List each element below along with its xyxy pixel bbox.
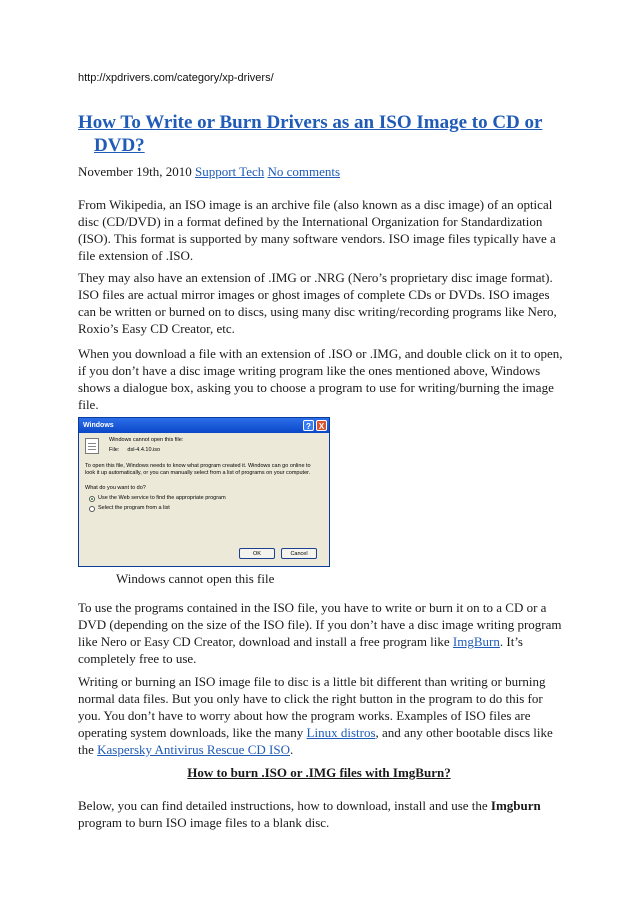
paragraph-5-text-end: . bbox=[289, 742, 294, 757]
dialog-file-row bbox=[109, 447, 323, 454]
comments-link[interactable]: No comments bbox=[267, 164, 341, 179]
dialog-question: What do you want to do? bbox=[85, 485, 146, 491]
title-line-2[interactable]: DVD? bbox=[94, 135, 145, 156]
imgburn-bold: Imgburn bbox=[490, 798, 541, 813]
radio-selected-icon bbox=[89, 496, 95, 502]
article-title[interactable] bbox=[78, 111, 578, 157]
paragraph-4-text: To use the programs contained in the ISO file, you have to write or burn it on to a CD or a DVD (depending on the size of the ISO file). If you don’t have a disc image writing program like Nero or Easy CD Creator, download and install a free program like bbox=[78, 600, 562, 649]
paragraph-3: When you download a file with an extension of .ISO or .IMG, and double click on it to open, if you don’t have a disc image writing program like the ones mentioned above, Windows shows a dialogue box, asking you to choose a program to use for writing/burning the image file. bbox=[78, 346, 563, 412]
option-web-service bbox=[89, 495, 323, 502]
image-caption: Windows cannot open this file bbox=[116, 571, 275, 586]
file-label: File: bbox=[109, 447, 120, 453]
paragraph-6-text: Below, you can find detailed instructions, how to download, install and use the bbox=[78, 798, 491, 813]
paragraph-2: They may also have an extension of .IMG or .NRG (Nero’s proprietary disc image format). ISO files are actual mirror images or ghost images of complete CDs or DVDs. ISO images can be written or burned on to discs, using many disc writing/recording programs like Nero, Roxio’s Easy CD Creator, etc. bbox=[78, 270, 557, 336]
dialog-heading: Windows cannot open this file: bbox=[109, 437, 184, 443]
linux-distros-link[interactable]: Linux distros bbox=[306, 725, 376, 740]
option-select-list-label: Select the program from a list bbox=[98, 505, 170, 511]
source-url: http://xpdrivers.com/category/xp-drivers/ bbox=[78, 72, 274, 84]
windows-dialog-screenshot bbox=[78, 417, 330, 567]
file-icon bbox=[85, 438, 99, 454]
paragraph-4 bbox=[78, 599, 568, 667]
post-date: November 19th, 2010 bbox=[78, 164, 192, 179]
dialog-titlebar bbox=[79, 418, 329, 433]
paragraph-4-text-end: . It’s completely free to use. bbox=[78, 634, 523, 666]
kaspersky-link[interactable]: Kaspersky Antivirus Rescue CD ISO bbox=[97, 742, 290, 757]
option-select-list bbox=[89, 505, 323, 512]
post-meta bbox=[78, 164, 340, 180]
dialog-description: To open this file, Windows needs to know what program created it. Windows can go online to look it up automatically, or you can manually select from a list of programs on your computer. bbox=[85, 463, 311, 476]
help-icon: ? bbox=[303, 420, 314, 431]
paragraph-1: From Wikipedia, an ISO image is an archive file (also known as a disc image) of an optical disc (CD/DVD) in a format defined by the International Organization for Standardization (ISO). This format is supported by many software vendors. ISO image files typically have a file extension of .ISO. bbox=[78, 197, 556, 263]
paragraph-5 bbox=[78, 673, 568, 758]
radio-empty-icon bbox=[89, 506, 95, 512]
option-web-service-label: Use the Web service to find the appropriate program bbox=[98, 495, 226, 501]
paragraph-5-text: Writing or burning an ISO image file to disc is a little bit different than writing or burning normal data files. But you only have to click the right button in the program to do this for you. You don’t have to worry about how the program works. Examples of ISO files are operating system downloads, like the many bbox=[78, 674, 546, 740]
dialog-title: Windows bbox=[83, 422, 114, 429]
author-link[interactable]: Support Tech bbox=[194, 164, 265, 179]
close-icon: X bbox=[316, 420, 327, 431]
dialog-ok-button: OK bbox=[239, 548, 275, 559]
paragraph-5-text-middle: , and any other bootable discs like the bbox=[78, 725, 553, 757]
section-subheading: How to burn .ISO or .IMG files with ImgBurn? bbox=[187, 765, 451, 780]
dialog-cancel-button: Cancel bbox=[281, 548, 317, 559]
paragraph-6-text-end: program to burn ISO image files to a blank disc. bbox=[78, 815, 330, 830]
title-line-1[interactable]: How To Write or Burn Drivers as an ISO Image to CD or bbox=[78, 112, 543, 133]
paragraph-6 bbox=[78, 797, 568, 831]
imgburn-link[interactable]: ImgBurn bbox=[452, 634, 500, 649]
file-name: dsl-4.4.10.iso bbox=[127, 447, 161, 453]
